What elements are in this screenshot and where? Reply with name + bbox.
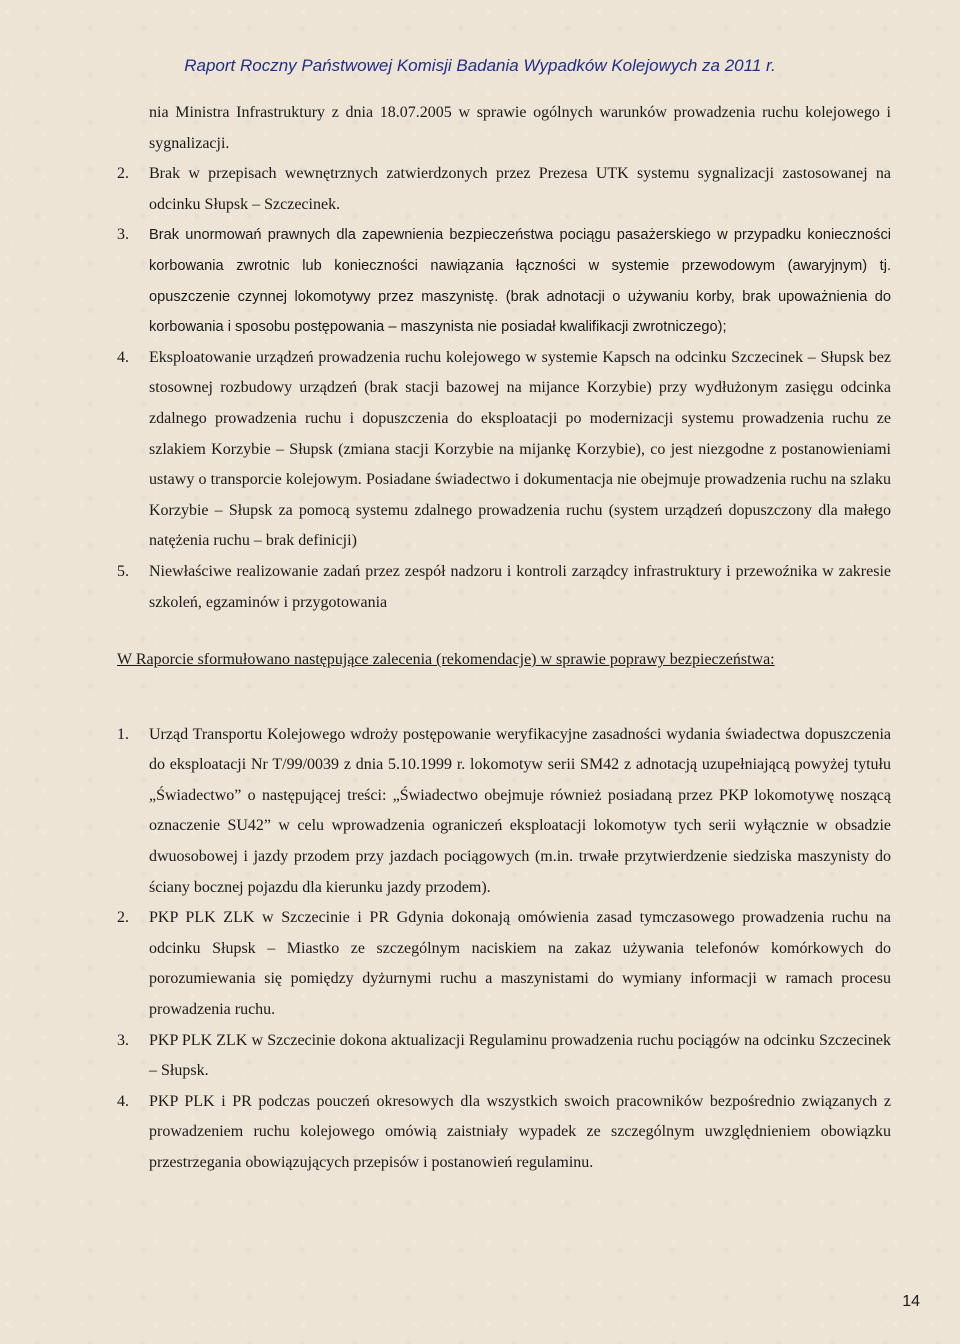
finding-text: Brak unormowań prawnych dla zapewnienia bezpieczeństwa pociągu pasażerskiego w przypadku konieczności korbowania zwrotnic lub konieczności nawiązania łączności w systemie przewodowym (awaryjnym) tj. opuszczenie czynnej lokomotywy przez maszynistę. (brak adnotacji o używaniu korby, brak upoważnienia do korbowania i sposobu postępowania – maszynista nie posiadał kwalifikacji zwrotniczego); xyxy=(149,227,891,336)
finding-text: Eksploatowanie urządzeń prowadzenia ruchu kolejowego w systemie Kapsch na odcinku Szczecinek – Słupsk bez stosownej rozbudowy urządzeń (brak stacji bazowej na mijance Korzybie) przy wydłużonym zasięgu odcinka zdalnego prowadzenia ruchu i dopuszczenia do eksploatacji po modernizacji systemu prowadzenia ruchu ze szlakiem Korzybie – Słupsk (zmiana stacji Korzybie na mijankę Korzybie), co jest niezgodne z postanowieniami ustawy o transporcie kolejowym. Posiadane świadectwo i dokumentacja nie obejmuje prowadzenia ruchu na szlaku Korzybie – Słupsk za pomocą systemu zdalnego prowadzenia ruchu (system urządzeń dopuszczony dla małego natężenia ruchu – brak definicji) xyxy=(149,348,891,550)
finding-number: 5. xyxy=(117,562,129,580)
finding-number: 3. xyxy=(117,226,129,244)
recommendation-text: PKP PLK ZLK w Szczecinie i PR Gdynia dokonają omówienia zasad tymczasowego prowadzenia ruchu na odcinku Słupsk – Miastko ze szczególnym naciskiem na zakaz używania telefonów komórkowych do porozumiewania się pomiędzy dyżurnymi ruchu a maszynistami do wymiany informacji w ramach procesu prowadzenia ruchu. xyxy=(149,909,891,1019)
recommendation-item xyxy=(117,1087,891,1179)
finding-item xyxy=(117,220,891,342)
finding-number: 2. xyxy=(117,165,129,183)
page-number: 14 xyxy=(902,1293,920,1310)
finding-item xyxy=(117,159,891,220)
recommendations-heading: W Raporcie sformułowano następujące zalecenia (rekomendacje) w sprawie poprawy bezpieczeństwa: xyxy=(117,651,775,669)
report-header-title: Raport Roczny Państwowej Komisji Badania Wypadków Kolejowych za 2011 r. xyxy=(184,56,776,75)
recommendation-item xyxy=(117,903,891,1025)
finding-text: Niewłaściwe realizowanie zadań przez zespół nadzoru i kontroli zarządcy infrastruktury i przewoźnika w zakresie szkoleń, egzaminów i przygotowania xyxy=(149,562,891,611)
recommendation-number: 3. xyxy=(117,1031,129,1049)
finding-text: Brak w przepisach wewnętrznych zatwierdzonych przez Prezesa UTK systemu sygnalizacji zastosowanej na odcinku Słupsk – Szczecinek. xyxy=(149,165,891,213)
recommendation-text: Urząd Transportu Kolejowego wdroży postępowanie weryfikacyjne zasadności wydania świadectwa dopuszczenia do eksploatacji Nr T/99/0039 z dnia 5.10.1999 r. lokomotyw serii SM42 z adnotacją uzupełniającą powyżej tytułu „Świadectwo” o następującej treści: „Świadectwo obejmuje również posiadaną przez PKP lokomotywę noszącą oznaczenie SU42” w celu wprowadzenia ograniczeń eksploatacji lokomotyw tych serii wyłącznie w obsadzie dwuosobowej i jazdy przodem przy jazdach pociągowych (m.in. trwałe przytwierdzenie siedziska maszynisty do ściany bocznej pojazdu dla kierunku jazdy przodem). xyxy=(149,725,891,896)
finding-item xyxy=(117,557,891,618)
recommendation-item xyxy=(117,1026,891,1087)
recommendation-item xyxy=(117,720,891,904)
finding-item xyxy=(117,343,891,557)
recommendation-number: 1. xyxy=(117,725,129,743)
recommendation-number: 4. xyxy=(117,1092,129,1110)
recommendation-text: PKP PLK ZLK w Szczecinie dokona aktualizacji Regulaminu prowadzenia ruchu pociągów na odcinku Szczecinek – Słupsk. xyxy=(149,1031,891,1080)
recommendation-text: PKP PLK i PR podczas pouczeń okresowych dla wszystkich swoich pracowników bezpośrednio związanych z prowadzeniem ruchu kolejowego omówią zaistniały wypadek ze szczególnym uwzględnieniem obowiązku przestrzegania obowiązujących przepisów i postanowień regulaminu. xyxy=(149,1092,891,1171)
continuation-paragraph: nia Ministra Infrastruktury z dnia 18.07.2005 w sprawie ogólnych warunków prowadzenia ruchu kolejowego i sygnalizacji. xyxy=(149,104,891,152)
finding-number: 4. xyxy=(117,348,129,366)
recommendation-number: 2. xyxy=(117,909,129,927)
document-body xyxy=(117,98,891,1179)
